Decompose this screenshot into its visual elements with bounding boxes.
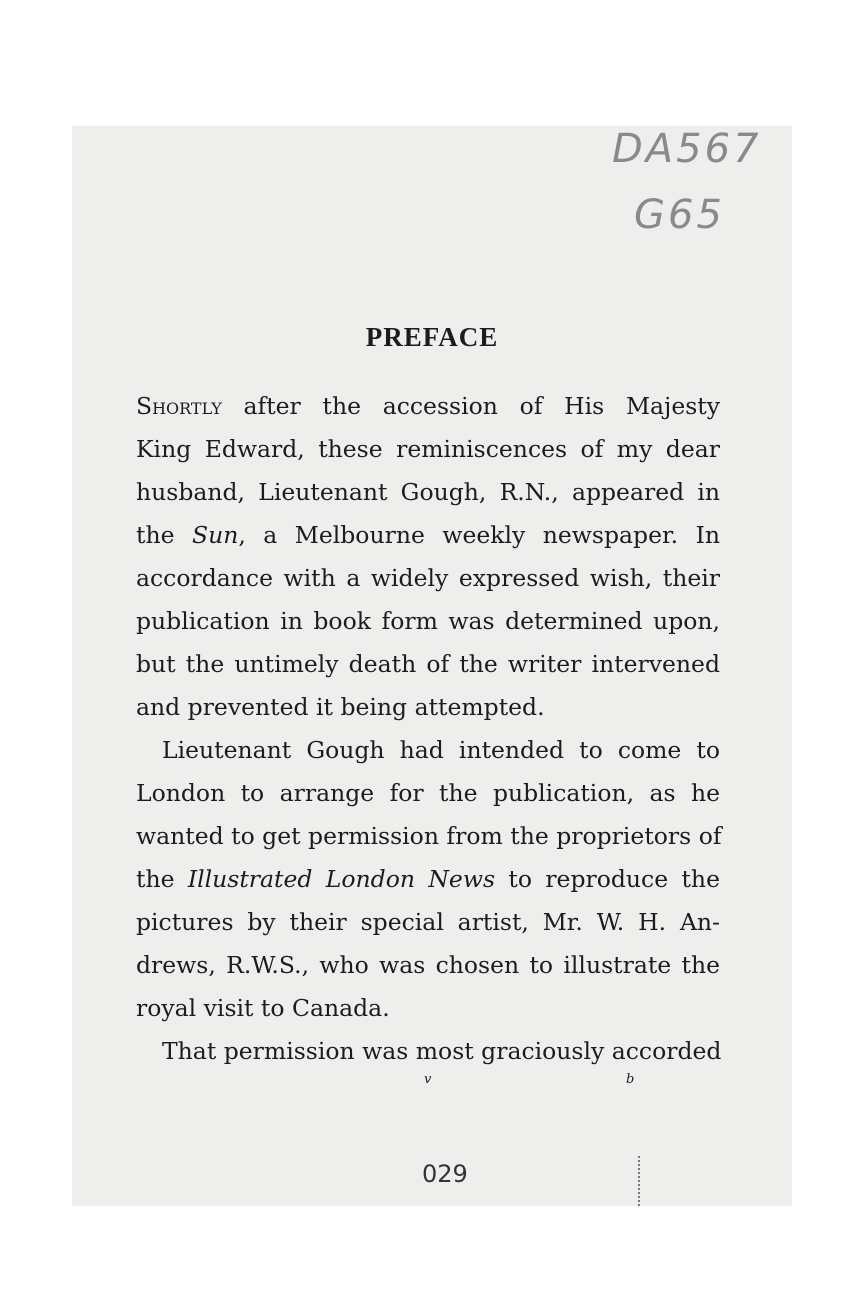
- drop-word: Shortly: [136, 392, 222, 420]
- page-edge-mark: [638, 1156, 642, 1206]
- text-line: husband, Lieutenant Gough, R.N., appeared in: [136, 478, 720, 506]
- text-line: publication in book form was determined upon,: [136, 607, 720, 635]
- text-line: royal visit to Canada.: [136, 994, 390, 1022]
- paragraph-2: [136, 729, 720, 1030]
- text-line: drews, R.W.S., who was chosen to illustrate the: [136, 951, 720, 979]
- text-line: Lieutenant Gough had intended to come to: [162, 736, 720, 764]
- text-line: the Sun, a Melbourne weekly newspaper. In: [136, 521, 720, 549]
- text-line: King Edward, these reminiscences of my dear: [136, 435, 720, 463]
- text-line: wanted to get permission from the proprietors of: [136, 822, 722, 850]
- text-line: the Illustrated London News to reproduce the: [136, 865, 720, 893]
- signature-mark-left: v: [424, 1072, 432, 1087]
- paragraph-3: [136, 1030, 720, 1073]
- text-line: That permission was most graciously accorded: [162, 1037, 722, 1065]
- page-title: PREFACE: [365, 322, 499, 352]
- text-line: London to arrange for the publication, as he: [136, 779, 720, 807]
- page-number: 029: [422, 1160, 468, 1188]
- text-line: but the untimely death of the writer intervened: [136, 650, 720, 678]
- shelfmark-line-2: G65: [634, 192, 725, 238]
- text-line: pictures by their special artist, Mr. W. H. An-: [136, 908, 720, 936]
- text-line: and prevented it being attempted.: [136, 693, 545, 721]
- text-line: Shortly after the accession of His Majesty: [136, 392, 720, 420]
- shelfmark-line-1: DA567: [612, 126, 762, 172]
- text-line: accordance with a widely expressed wish, their: [136, 564, 720, 592]
- signature-mark-right: b: [626, 1072, 635, 1087]
- paragraph-1: [136, 385, 720, 729]
